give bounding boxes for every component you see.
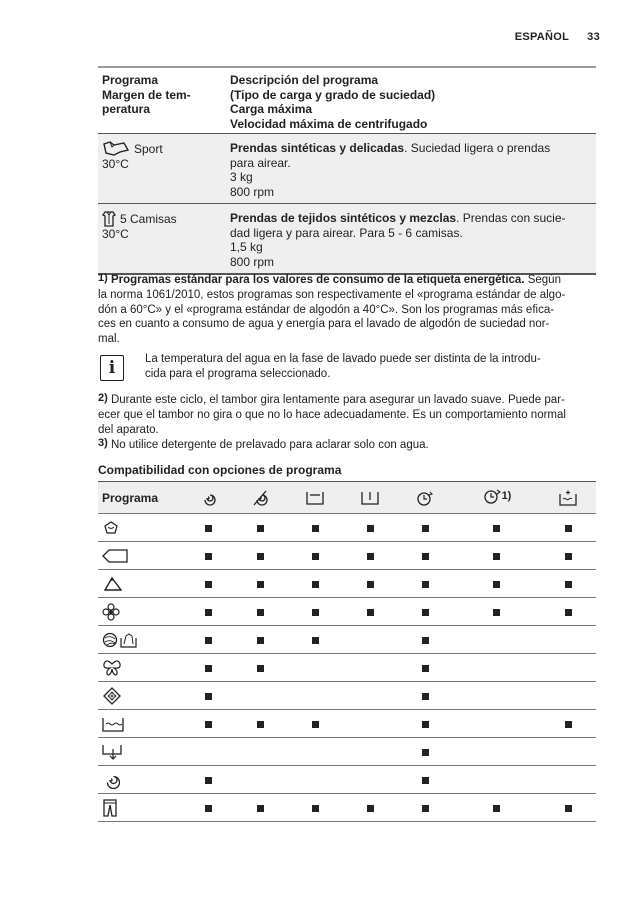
footnote-3-marker: 3) bbox=[98, 437, 108, 449]
footnote-1-bold: Programas estándar para los valores de consumo de la etiqueta energética. bbox=[110, 274, 525, 286]
footnote-3 bbox=[98, 438, 596, 453]
spin-program-icon bbox=[98, 766, 184, 794]
extra-rinse-icon bbox=[541, 482, 596, 514]
compat-mark bbox=[257, 553, 264, 560]
desc-line2: dad ligera y para airear. Para 5 - 6 camisas. bbox=[230, 225, 463, 240]
max-speed: 800 rpm bbox=[230, 184, 275, 199]
compat-cell bbox=[233, 542, 288, 570]
compat-cell bbox=[398, 598, 453, 626]
header-desc-line: Descripción del programa bbox=[230, 73, 379, 87]
compat-mark bbox=[205, 581, 212, 588]
page-header bbox=[497, 31, 600, 43]
program-temp: 30°C bbox=[102, 157, 129, 171]
header-program-line: peratura bbox=[102, 102, 151, 116]
compat-mark bbox=[205, 665, 212, 672]
compat-cell bbox=[288, 626, 343, 654]
compat-cell bbox=[453, 710, 541, 738]
program-desc-cell bbox=[226, 204, 596, 275]
compat-cell bbox=[541, 654, 596, 682]
blanket-icon bbox=[98, 682, 184, 710]
compat-mark bbox=[493, 525, 500, 532]
easy-iron-icon bbox=[98, 570, 184, 598]
compat-cell bbox=[541, 514, 596, 542]
compat-cell bbox=[233, 682, 288, 710]
compat-cell bbox=[288, 710, 343, 738]
program-row-sport bbox=[98, 134, 596, 204]
compat-cell bbox=[233, 710, 288, 738]
compat-cell bbox=[541, 710, 596, 738]
compat-table bbox=[98, 481, 596, 822]
synthetics-label-icon bbox=[98, 542, 184, 570]
compat-cell bbox=[184, 766, 233, 794]
compat-mark bbox=[422, 553, 429, 560]
compat-row bbox=[98, 542, 596, 570]
compat-mark bbox=[422, 637, 429, 644]
compat-cell bbox=[541, 738, 596, 766]
compat-cell bbox=[184, 570, 233, 598]
compat-mark bbox=[205, 693, 212, 700]
footnote-3-text: No utilice detergente de prelavado para aclarar solo con agua. bbox=[107, 439, 429, 451]
compat-cell bbox=[184, 654, 233, 682]
compat-cell bbox=[398, 514, 453, 542]
rinse-icon bbox=[98, 710, 184, 738]
desc-line2: para airear. bbox=[230, 155, 291, 170]
no-spin-icon bbox=[233, 482, 288, 514]
compat-cell bbox=[541, 794, 596, 822]
header-desc-line: Carga máxima bbox=[230, 102, 313, 116]
compat-row bbox=[98, 738, 596, 766]
time-save-icon bbox=[398, 482, 453, 514]
compat-mark bbox=[493, 581, 500, 588]
info-icon: i bbox=[100, 355, 124, 381]
desc-rest: . Prendas con sucie- bbox=[456, 211, 566, 225]
compat-cell bbox=[288, 766, 343, 794]
compat-cell bbox=[453, 514, 541, 542]
compat-mark bbox=[205, 609, 212, 616]
compat-cell bbox=[288, 570, 343, 598]
compat-cell bbox=[343, 598, 398, 626]
program-name-cell bbox=[98, 204, 226, 275]
header-program-line: Programa bbox=[102, 73, 159, 87]
jeans-icon bbox=[98, 794, 184, 822]
compat-cell bbox=[233, 738, 288, 766]
compat-cell bbox=[288, 514, 343, 542]
program-table bbox=[98, 68, 596, 275]
compat-cell bbox=[184, 738, 233, 766]
compat-header-label: Programa bbox=[98, 482, 184, 514]
footnote-1-line: la norma 1061/2010, estos programas son respectivamente el «programa estándar de algo- bbox=[98, 288, 566, 301]
compat-mark bbox=[367, 609, 374, 616]
delicates-flower-icon bbox=[98, 598, 184, 626]
compat-cell bbox=[343, 654, 398, 682]
shirts-icon bbox=[102, 211, 116, 227]
compat-cell bbox=[184, 598, 233, 626]
compat-cell bbox=[233, 626, 288, 654]
compat-mark bbox=[312, 805, 319, 812]
compat-mark bbox=[565, 721, 572, 728]
compat-cell bbox=[398, 654, 453, 682]
program-table-header bbox=[98, 68, 596, 134]
compat-row bbox=[98, 626, 596, 654]
header-language: ESPAÑOL bbox=[514, 31, 570, 43]
program-temp: 30°C bbox=[102, 227, 129, 241]
page-number: 33 bbox=[587, 31, 600, 43]
compat-cell bbox=[233, 570, 288, 598]
footnote-1-text: Según bbox=[524, 274, 561, 286]
sport-shirt-icon bbox=[102, 141, 130, 157]
compat-cell bbox=[343, 682, 398, 710]
compat-mark bbox=[205, 777, 212, 784]
compat-cell bbox=[453, 794, 541, 822]
compat-mark bbox=[257, 581, 264, 588]
compat-mark bbox=[565, 525, 572, 532]
rinse-hold-icon bbox=[288, 482, 343, 514]
footnote-1-line: mal. bbox=[98, 333, 120, 346]
header-col-program bbox=[98, 68, 226, 134]
compat-cell bbox=[184, 710, 233, 738]
compat-row bbox=[98, 654, 596, 682]
compat-mark bbox=[312, 609, 319, 616]
compat-row bbox=[98, 794, 596, 822]
compat-mark bbox=[422, 749, 429, 756]
program-row-5-camisas bbox=[98, 204, 596, 275]
compat-mark bbox=[312, 553, 319, 560]
compat-mark bbox=[422, 609, 429, 616]
compat-mark bbox=[422, 777, 429, 784]
header-col-description bbox=[226, 68, 596, 134]
compat-cell bbox=[233, 598, 288, 626]
compat-cell bbox=[541, 682, 596, 710]
compat-mark bbox=[422, 805, 429, 812]
compat-cell bbox=[541, 766, 596, 794]
compat-mark bbox=[257, 609, 264, 616]
compat-cell bbox=[398, 794, 453, 822]
compat-cell bbox=[453, 766, 541, 794]
footnote-2-line: del aparato. bbox=[98, 423, 159, 436]
footnote-1 bbox=[98, 273, 596, 347]
compat-cell bbox=[453, 738, 541, 766]
compat-cell bbox=[453, 626, 541, 654]
compat-mark bbox=[312, 525, 319, 532]
compat-cell bbox=[343, 766, 398, 794]
compat-mark bbox=[205, 553, 212, 560]
compat-mark bbox=[367, 581, 374, 588]
compat-cell bbox=[288, 682, 343, 710]
compat-row bbox=[98, 710, 596, 738]
program-desc-cell bbox=[226, 134, 596, 204]
footnote-1-line: ces en cuanto a consumo de agua y energía para el lavado de algodón de suciedad nor- bbox=[98, 318, 550, 331]
compat-mark bbox=[205, 805, 212, 812]
footnote-2-marker: 2) bbox=[98, 392, 108, 404]
spin-icon bbox=[184, 482, 233, 514]
compat-mark bbox=[493, 609, 500, 616]
compat-cell bbox=[453, 570, 541, 598]
compat-mark bbox=[205, 637, 212, 644]
compat-row bbox=[98, 598, 596, 626]
header-program-line: Margen de tem- bbox=[102, 87, 191, 102]
compat-cell bbox=[184, 542, 233, 570]
compat-title: Compatibilidad con opciones de programa bbox=[98, 463, 342, 477]
header-desc-line: Velocidad máxima de centrifugado bbox=[230, 116, 428, 131]
compat-mark bbox=[565, 553, 572, 560]
compat-cell bbox=[398, 710, 453, 738]
compat-cell bbox=[453, 598, 541, 626]
compat-row bbox=[98, 766, 596, 794]
night-cycle-icon bbox=[343, 482, 398, 514]
compat-cell bbox=[398, 738, 453, 766]
compat-cell bbox=[541, 598, 596, 626]
compat-mark bbox=[312, 721, 319, 728]
compat-mark bbox=[422, 721, 429, 728]
compat-mark bbox=[312, 637, 319, 644]
compat-cell bbox=[398, 682, 453, 710]
footnote-1-marker: 1) bbox=[98, 272, 108, 284]
max-load: 1,5 kg bbox=[230, 240, 263, 254]
compat-row bbox=[98, 682, 596, 710]
compat-mark bbox=[257, 665, 264, 672]
program-name: Sport bbox=[134, 141, 163, 156]
compat-mark bbox=[257, 525, 264, 532]
compat-cell bbox=[288, 654, 343, 682]
compat-mark bbox=[367, 525, 374, 532]
compat-cell bbox=[184, 794, 233, 822]
compat-mark bbox=[565, 805, 572, 812]
compat-cell bbox=[398, 570, 453, 598]
compat-cell bbox=[288, 738, 343, 766]
time-save-1-icon bbox=[453, 482, 541, 514]
compat-cell bbox=[541, 542, 596, 570]
compat-cell bbox=[343, 738, 398, 766]
compat-cell bbox=[184, 514, 233, 542]
footnote-2 bbox=[98, 393, 596, 437]
footnote-2-line: ecer que el tambor no gira o que no lo hace adecuadamente. Es un comportamiento normal bbox=[98, 408, 566, 421]
compat-mark bbox=[205, 721, 212, 728]
info-note bbox=[98, 352, 596, 384]
compat-cell bbox=[541, 570, 596, 598]
compat-mark bbox=[422, 525, 429, 532]
desc-bold: Prendas de tejidos sintéticos y mezclas bbox=[230, 211, 457, 225]
compat-cell bbox=[453, 542, 541, 570]
compat-cell bbox=[288, 794, 343, 822]
compat-mark bbox=[257, 805, 264, 812]
max-speed: 800 rpm bbox=[230, 254, 275, 269]
compat-cell bbox=[233, 766, 288, 794]
program-name: 5 Camisas bbox=[120, 211, 177, 226]
cotton-icon bbox=[98, 514, 184, 542]
compat-cell bbox=[233, 794, 288, 822]
compat-mark bbox=[422, 665, 429, 672]
compat-mark bbox=[493, 553, 500, 560]
compat-cell bbox=[233, 514, 288, 542]
compat-mark bbox=[257, 637, 264, 644]
compat-cell bbox=[398, 542, 453, 570]
compat-cell bbox=[541, 626, 596, 654]
program-name-cell bbox=[98, 134, 226, 204]
compat-cell bbox=[343, 794, 398, 822]
compat-cell bbox=[453, 682, 541, 710]
compat-row bbox=[98, 570, 596, 598]
compat-cell bbox=[343, 626, 398, 654]
compat-cell bbox=[453, 654, 541, 682]
note-line: La temperatura del agua en la fase de lavado puede ser distinta de la introdu- bbox=[145, 353, 541, 365]
compat-mark bbox=[205, 525, 212, 532]
compat-mark bbox=[312, 581, 319, 588]
compat-row bbox=[98, 514, 596, 542]
desc-rest: . Suciedad ligera o prendas bbox=[404, 141, 551, 155]
header-desc-line: (Tipo de carga y grado de suciedad) bbox=[230, 87, 436, 102]
time-save-footnote: 1) bbox=[501, 490, 512, 502]
compat-cell bbox=[343, 514, 398, 542]
note-line: cida para el programa seleccionado. bbox=[145, 367, 331, 380]
compat-cell bbox=[233, 654, 288, 682]
compat-cell bbox=[398, 766, 453, 794]
compat-mark bbox=[565, 581, 572, 588]
compat-mark bbox=[422, 581, 429, 588]
desc-bold: Prendas sintéticas y delicadas bbox=[230, 141, 405, 155]
compat-cell bbox=[343, 542, 398, 570]
compat-cell bbox=[398, 626, 453, 654]
compat-mark bbox=[367, 805, 374, 812]
compat-cell bbox=[343, 570, 398, 598]
compat-mark bbox=[493, 805, 500, 812]
compat-mark bbox=[422, 693, 429, 700]
drain-icon bbox=[98, 738, 184, 766]
footnote-2-text: Durante este ciclo, el tambor gira lentamente para asegurar un lavado suave. Puede par- bbox=[107, 394, 565, 406]
footnote-1-line: dón a 60°C» y el «programa estándar de algodón a 40°C». Son los programas más efica- bbox=[98, 303, 555, 316]
compat-mark bbox=[367, 553, 374, 560]
compat-cell bbox=[184, 682, 233, 710]
silk-butterfly-icon bbox=[98, 654, 184, 682]
compat-mark bbox=[565, 609, 572, 616]
compat-cell bbox=[288, 598, 343, 626]
compat-cell bbox=[288, 542, 343, 570]
compat-cell bbox=[184, 626, 233, 654]
compat-mark bbox=[257, 721, 264, 728]
wool-handwash-icon bbox=[98, 626, 184, 654]
compat-cell bbox=[343, 710, 398, 738]
compat-header bbox=[98, 482, 596, 514]
max-load: 3 kg bbox=[230, 170, 253, 184]
